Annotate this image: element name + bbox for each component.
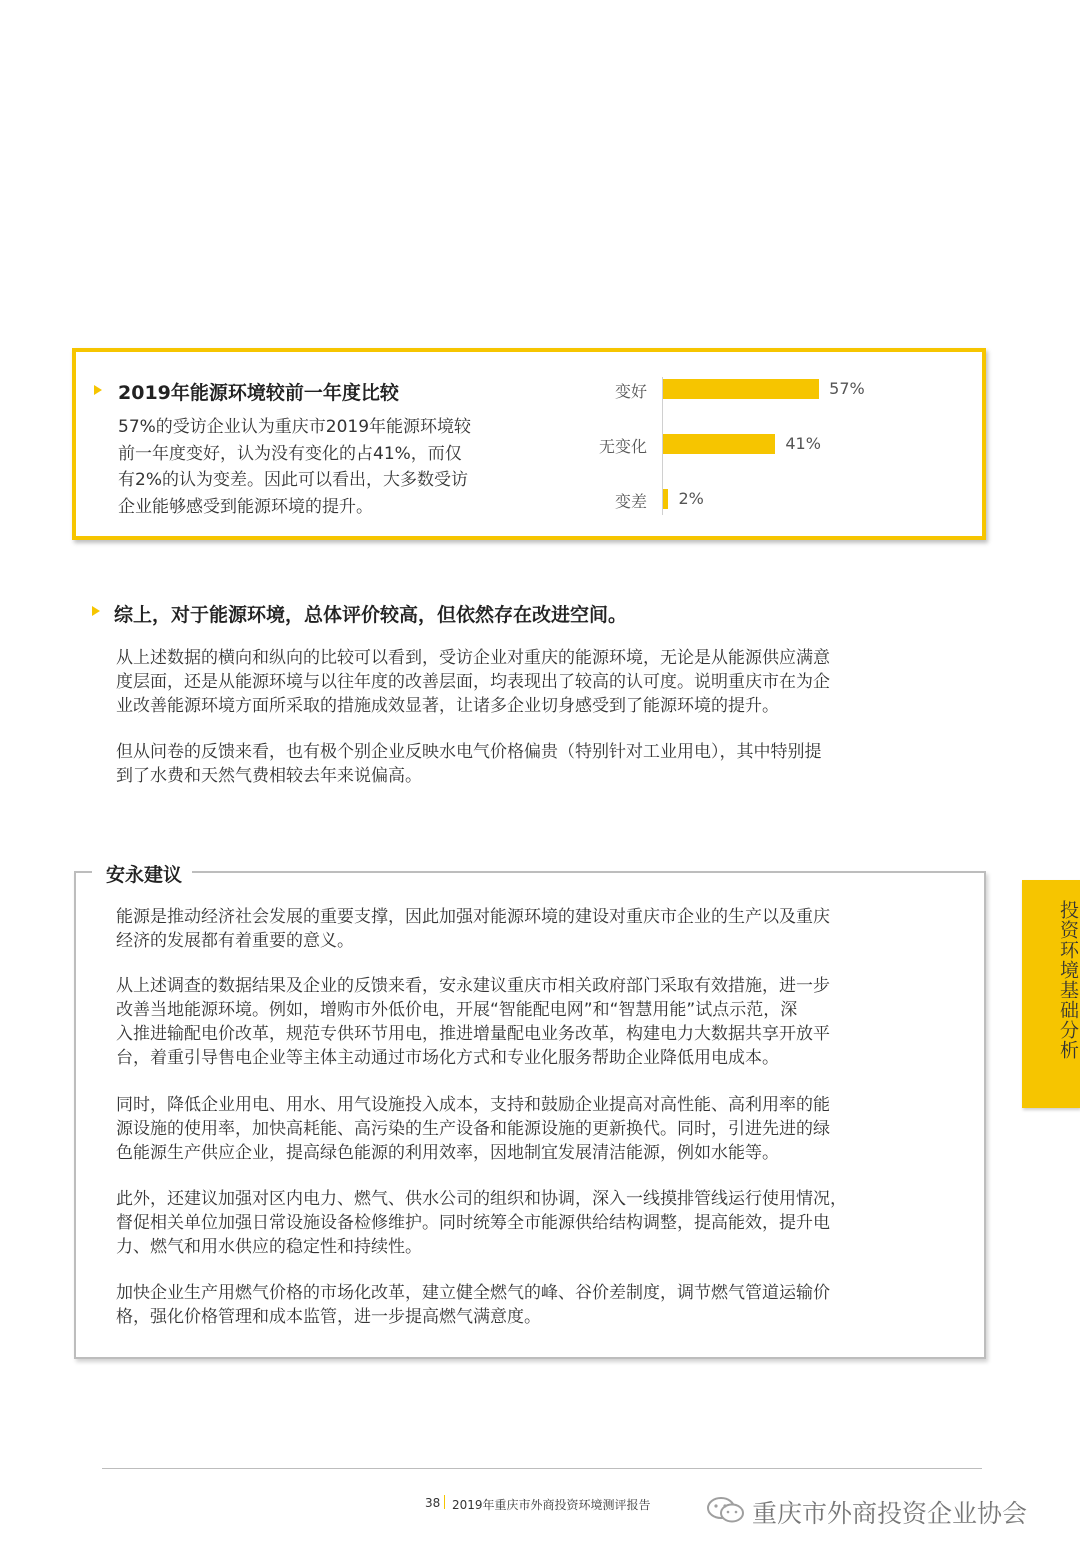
recommendation-paragraph-5 (116, 1281, 976, 1329)
text-line: 加快企业生产用燃气价格的市场化改革，建立健全燃气的峰、谷价差制度，调节燃气管道运输价 (116, 1283, 830, 1303)
bar-value-label: 2% (678, 489, 704, 508)
text-line: 业改善能源环境方面所采取的措施成效显著，让诸多企业切身感受到了能源环境的提升。 (116, 696, 779, 716)
text-line: 经济的发展都有着重要的意义。 (116, 931, 354, 951)
text-line: 到了水费和天然气费相较去年来说偏高。 (116, 766, 422, 786)
recommendation-paragraph-1 (116, 905, 976, 953)
box-border (74, 871, 92, 873)
bar (663, 489, 668, 509)
recommendation-paragraph-2 (116, 974, 976, 1070)
footer-report-title: 2019年重庆市外商投资环境测评报告 (452, 1498, 651, 1512)
text-line: 前一年度变好，认为没有变化的占41%，而仅 (118, 443, 462, 464)
bar-category-label: 变好 (614, 382, 647, 401)
highlight-box (72, 348, 986, 540)
bullet-arrow-icon (94, 385, 102, 395)
bar (663, 379, 819, 399)
wechat-icon (706, 1496, 746, 1524)
text-line: 力、燃气和用水供应的稳定性和持续性。 (116, 1237, 422, 1257)
bar-category-label: 变差 (614, 492, 647, 511)
text-line: 57%的受访企业认为重庆市2019年能源环境较 (118, 417, 472, 437)
section-side-tab (1022, 880, 1080, 1108)
summary-paragraph-1 (116, 646, 976, 718)
recommendation-paragraph-4 (116, 1187, 976, 1259)
summary-paragraph-2 (116, 740, 976, 788)
text-line: 从上述数据的横向和纵向的比较可以看到，受访企业对重庆的能源环境，无论是从能源供应满意 (116, 648, 830, 668)
text-line: 色能源生产供应企业，提高绿色能源的利用效率，因地制宜发展清洁能源，例如水能等。 (116, 1143, 779, 1163)
page-number: 38 (425, 1496, 441, 1510)
bar-value-label: 57% (829, 379, 865, 398)
box-border (192, 871, 984, 873)
watermark-text: 重庆市外商投资企业协会 (752, 1499, 1028, 1528)
side-tab-label: 投资环境基础分析 (1057, 900, 1079, 1060)
footer-divider (102, 1468, 982, 1469)
text-line: 源设施的使用率，加快高耗能、高污染的生产设备和能源设施的更新换代。同时，引进先进的绿 (116, 1119, 830, 1139)
text-line: 有2%的认为变差。因此可以看出，大多数受访 (118, 470, 468, 490)
recommendation-title: 安永建议 (100, 860, 188, 887)
recommendation-paragraph-3 (116, 1093, 976, 1165)
text-line: 入推进输配电价改革，规范专供环节用电，推进增量配电业务改革，构建电力大数据共享开放平 (116, 1024, 830, 1044)
text-line: 同时，降低企业用电、用水、用气设施投入成本，支持和鼓励企业提高对高性能、高利用率的能 (116, 1095, 830, 1115)
summary-title: 综上，对于能源环境，总体评价较高，但依然存在改进空间。 (114, 604, 628, 626)
text-line: 改善当地能源环境。例如，增购市外低价电，开展“智能配电网”和“智慧用能”试点示范，深 (116, 1000, 798, 1020)
text-line: 但从问卷的反馈来看，也有极个别企业反映水电气价格偏贵（特别针对工业用电），其中特别提 (116, 742, 822, 762)
text-line: 此外，还建议加强对区内电力、燃气、供水公司的组织和协调，深入一线摸排管线运行使用情况， (116, 1189, 847, 1209)
text-line: 度层面，还是从能源环境与以往年度的改善层面，均表现出了较高的认可度。说明重庆市在为企 (116, 672, 830, 692)
bar (663, 434, 775, 454)
text-line: 格，强化价格管理和成本监管，进一步提高燃气满意度。 (116, 1307, 541, 1327)
bullet-arrow-icon (92, 606, 100, 616)
highlight-box-title: 2019年能源环境较前一年度比较 (118, 382, 399, 404)
bar-category-label: 无变化 (598, 437, 647, 456)
text-line: 督促相关单位加强日常设施设备检修维护。同时统筹全市能源供给结构调整，提高能效，提升电 (116, 1213, 830, 1233)
highlight-box-text (118, 414, 538, 520)
text-line: 从上述调查的数据结果及企业的反馈来看，安永建议重庆市相关政府部门采取有效措施，进一步 (116, 976, 830, 996)
text-line: 能源是推动经济社会发展的重要支撑，因此加强对能源环境的建设对重庆市企业的生产以及重庆 (116, 907, 830, 927)
footer-separator (444, 1495, 445, 1509)
bar-value-label: 41% (785, 434, 821, 453)
text-line: 台，着重引导售电企业等主体主动通过市场化方式和专业化服务帮助企业降低用电成本。 (116, 1048, 779, 1068)
text-line: 企业能够感受到能源环境的提升。 (118, 496, 373, 517)
